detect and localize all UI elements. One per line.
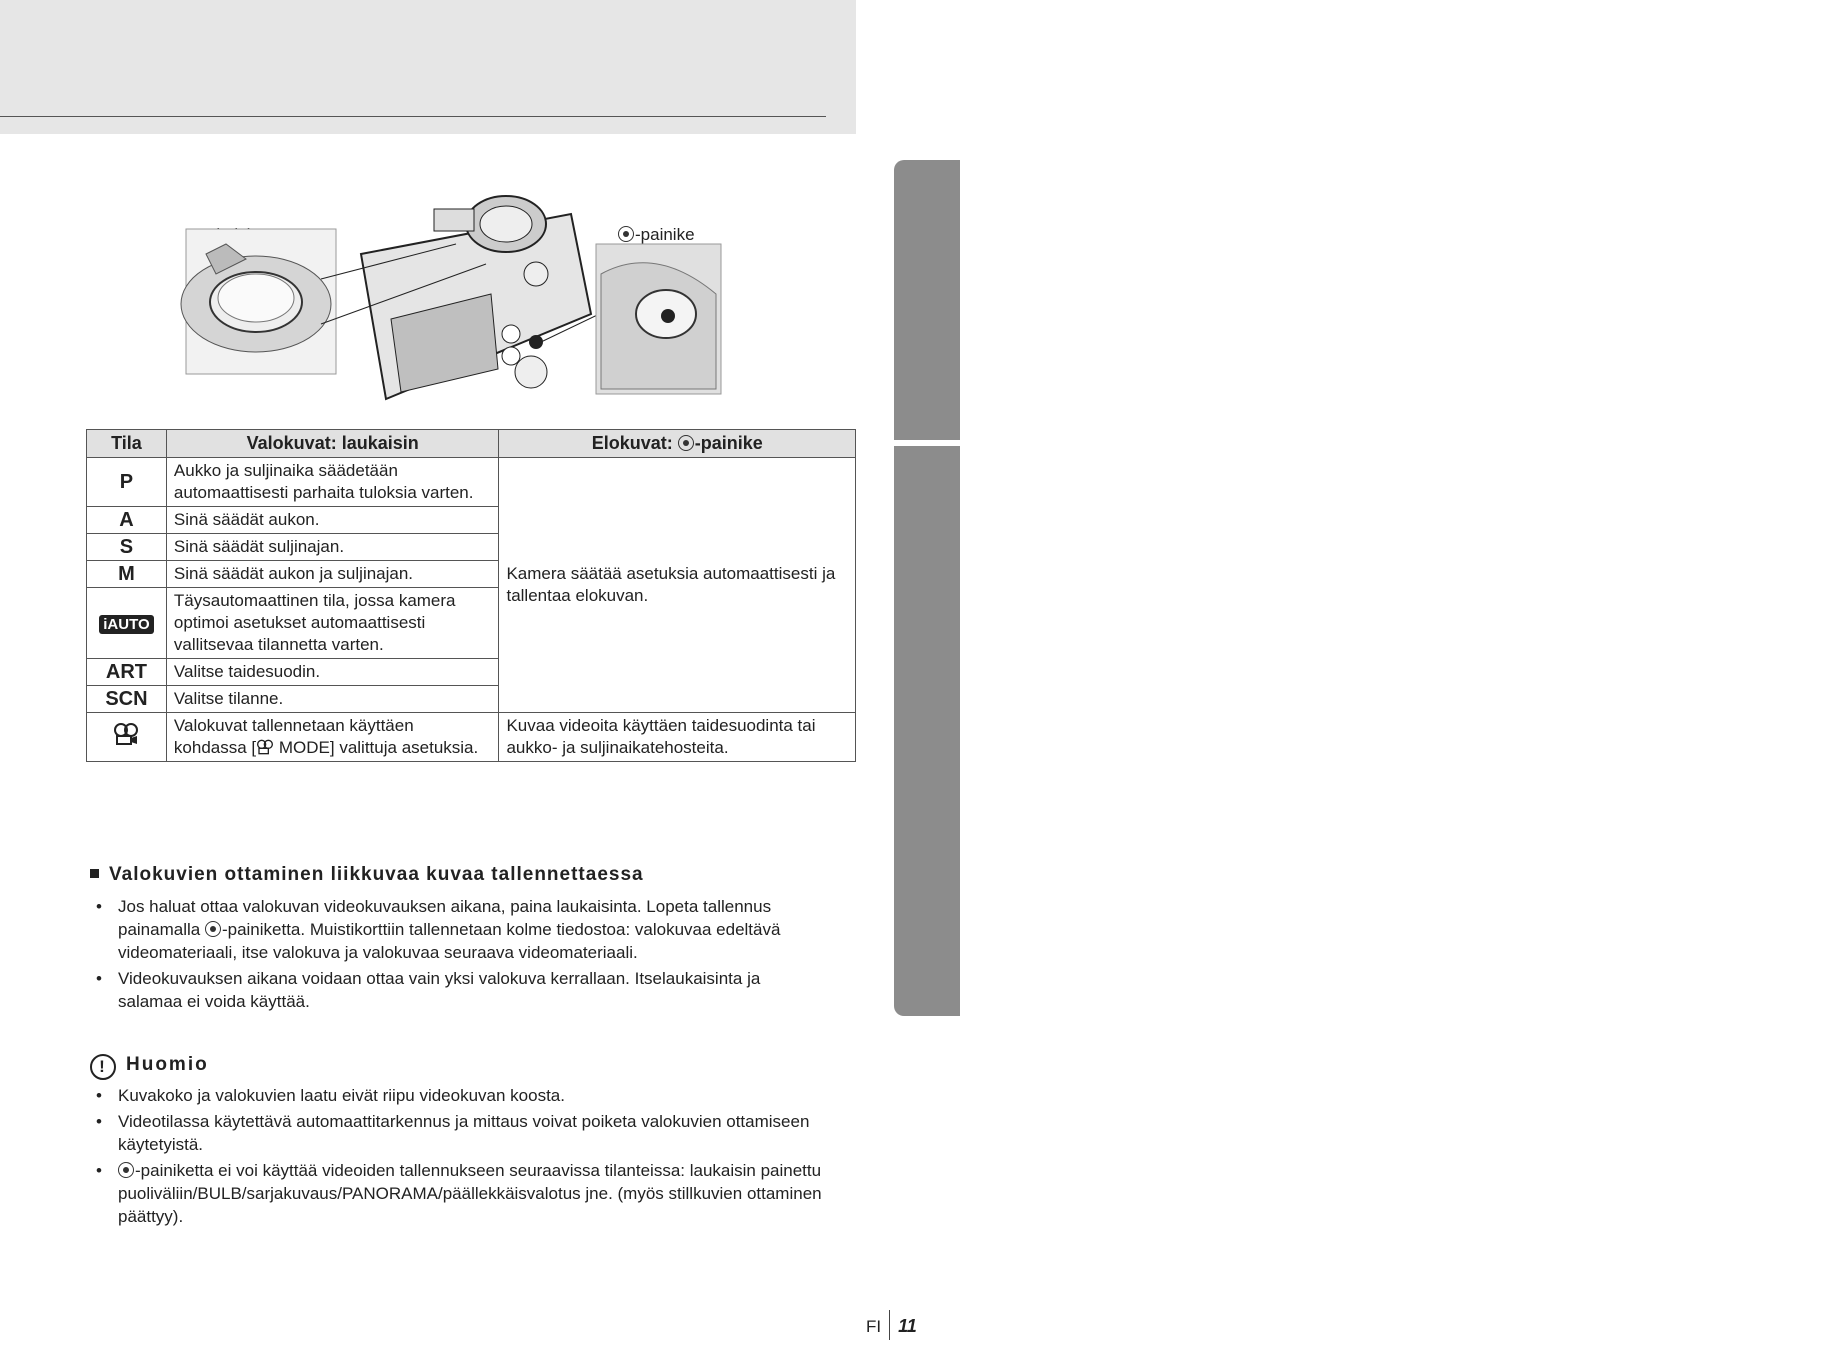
list-item	[86, 967, 826, 1013]
note-title: Huomio	[126, 1054, 209, 1075]
bullet-icon: •	[96, 1161, 102, 1180]
bullet-icon: •	[96, 1112, 102, 1131]
note-bullets	[86, 1084, 836, 1231]
header-movie	[499, 430, 856, 458]
page-footer	[866, 1310, 917, 1340]
top-rule	[0, 116, 826, 117]
note-heading	[90, 1054, 209, 1080]
square-bullet-icon	[90, 869, 99, 878]
side-tab-lower[interactable]	[894, 446, 1831, 1224]
table-row	[87, 458, 856, 507]
page-number: 11	[898, 1316, 917, 1336]
top-band	[0, 0, 856, 134]
photo-cell: Valitse taidesuodin.	[166, 659, 499, 686]
mode-label	[87, 713, 167, 762]
header-photo: Valokuvat: laukaisin	[166, 430, 499, 458]
table-row	[87, 713, 856, 762]
list-item-text: Videotilassa käytettävä automaattitarkennus ja mittaus voivat poiketa valokuvien ottamiseen käytetyistä.	[118, 1112, 810, 1154]
footer-lang: FI	[866, 1317, 882, 1336]
camera-illustration	[186, 184, 726, 424]
caution-icon: !	[90, 1054, 116, 1080]
record-icon	[205, 921, 221, 937]
list-item-text: Videokuvauksen aikana voidaan ottaa vain yksi valokuva kerrallaan. Itselaukaisinta ja salamaa ei voida käyttää.	[118, 969, 761, 1011]
list-item	[86, 1159, 836, 1228]
mode-label: S	[87, 534, 167, 561]
record-button-icon	[529, 335, 543, 349]
list-item-text: Kuvakoko ja valokuvien laatu eivät riipu videokuvan koosta.	[118, 1086, 565, 1105]
record-icon	[118, 1162, 134, 1178]
list-item	[86, 1110, 836, 1156]
photo-cell: Täysautomaattinen tila, jossa kamera optimoi asetukset automaattisesti vallitsevaa tilannetta varten.	[166, 588, 499, 659]
photo-cell: Sinä säädät aukon.	[166, 507, 499, 534]
photo-cell: Aukko ja suljinaika säädetään automaattisesti parhaita tuloksia varten.	[166, 458, 499, 507]
photo-cell: Sinä säädät aukon ja suljinajan.	[166, 561, 499, 588]
header-movie-label: -painike	[694, 433, 763, 453]
record-icon	[678, 435, 694, 451]
modes-table	[86, 429, 856, 762]
photo-cell: Valitse tilanne.	[166, 686, 499, 713]
header-mode: Tila	[87, 430, 167, 458]
mode-label	[87, 588, 167, 659]
side-tab-lower-label: Osien ja toimintojen nimet	[1801, 924, 1831, 1224]
iauto-badge: iAUTO	[99, 615, 153, 634]
list-item	[86, 1084, 836, 1107]
list-item	[86, 895, 826, 964]
mode-label: SCN	[87, 686, 167, 713]
mode-label: A	[87, 507, 167, 534]
bullet-icon: •	[96, 969, 102, 988]
movie-mode-icon	[113, 722, 139, 746]
table-header-row	[87, 430, 856, 458]
section-bullets	[86, 895, 826, 1016]
mode-label: P	[87, 458, 167, 507]
side-tab-upper[interactable]	[894, 160, 1834, 501]
mode-label: M	[87, 561, 167, 588]
photo-cell	[166, 713, 499, 762]
movie-cell: Kuvaa videoita käyttäen taidesuodinta tai aukko- ja suljinaikatehosteita.	[499, 713, 856, 762]
photo-cell-text-b: MODE] valittuja asetuksia.	[274, 738, 479, 757]
movie-mode-icon	[256, 739, 274, 755]
list-item-text: Jos haluat ottaa valokuvan videokuvauksen aikana, paina laukaisinta. Lopeta tallennus painamalla	[118, 897, 772, 939]
section-title-text: Valokuvien ottaminen liikkuvaa kuvaa tallennettaessa	[109, 864, 644, 885]
list-item-text: -painiketta. Muistikorttiin tallennetaan kolme tiedostoa: valokuvaa edeltävä videomateriaali, itse valokuva ja valokuvaa seuraava videomateriaali.	[118, 920, 781, 962]
section-title	[90, 864, 644, 886]
header-movie-prefix: Elokuvat:	[591, 433, 678, 453]
movie-cell: Kamera säätää asetuksia automaattisesti ja tallentaa elokuvan.	[499, 458, 856, 713]
side-tab-upper-label: Perusopas	[1796, 338, 1834, 501]
photo-cell: Sinä säädät suljinajan.	[166, 534, 499, 561]
record-callout-text: -painike	[635, 225, 695, 244]
footer-divider	[889, 1310, 890, 1340]
bullet-icon: •	[96, 897, 102, 916]
list-item-text: -painiketta ei voi käyttää videoiden tallennukseen seuraavissa tilanteissa: laukaisin painettu puoliväliin/BULB/sarjakuvaus/PANORAMA/päällekkäisvalotus jne. (myös stillkuvien ottaminen päättyy).	[118, 1161, 822, 1226]
mode-label: ART	[87, 659, 167, 686]
bullet-icon: •	[96, 1086, 102, 1105]
photo-cell-text-a: Valokuvat tallennetaan käyttäen kohdassa [	[173, 716, 414, 757]
